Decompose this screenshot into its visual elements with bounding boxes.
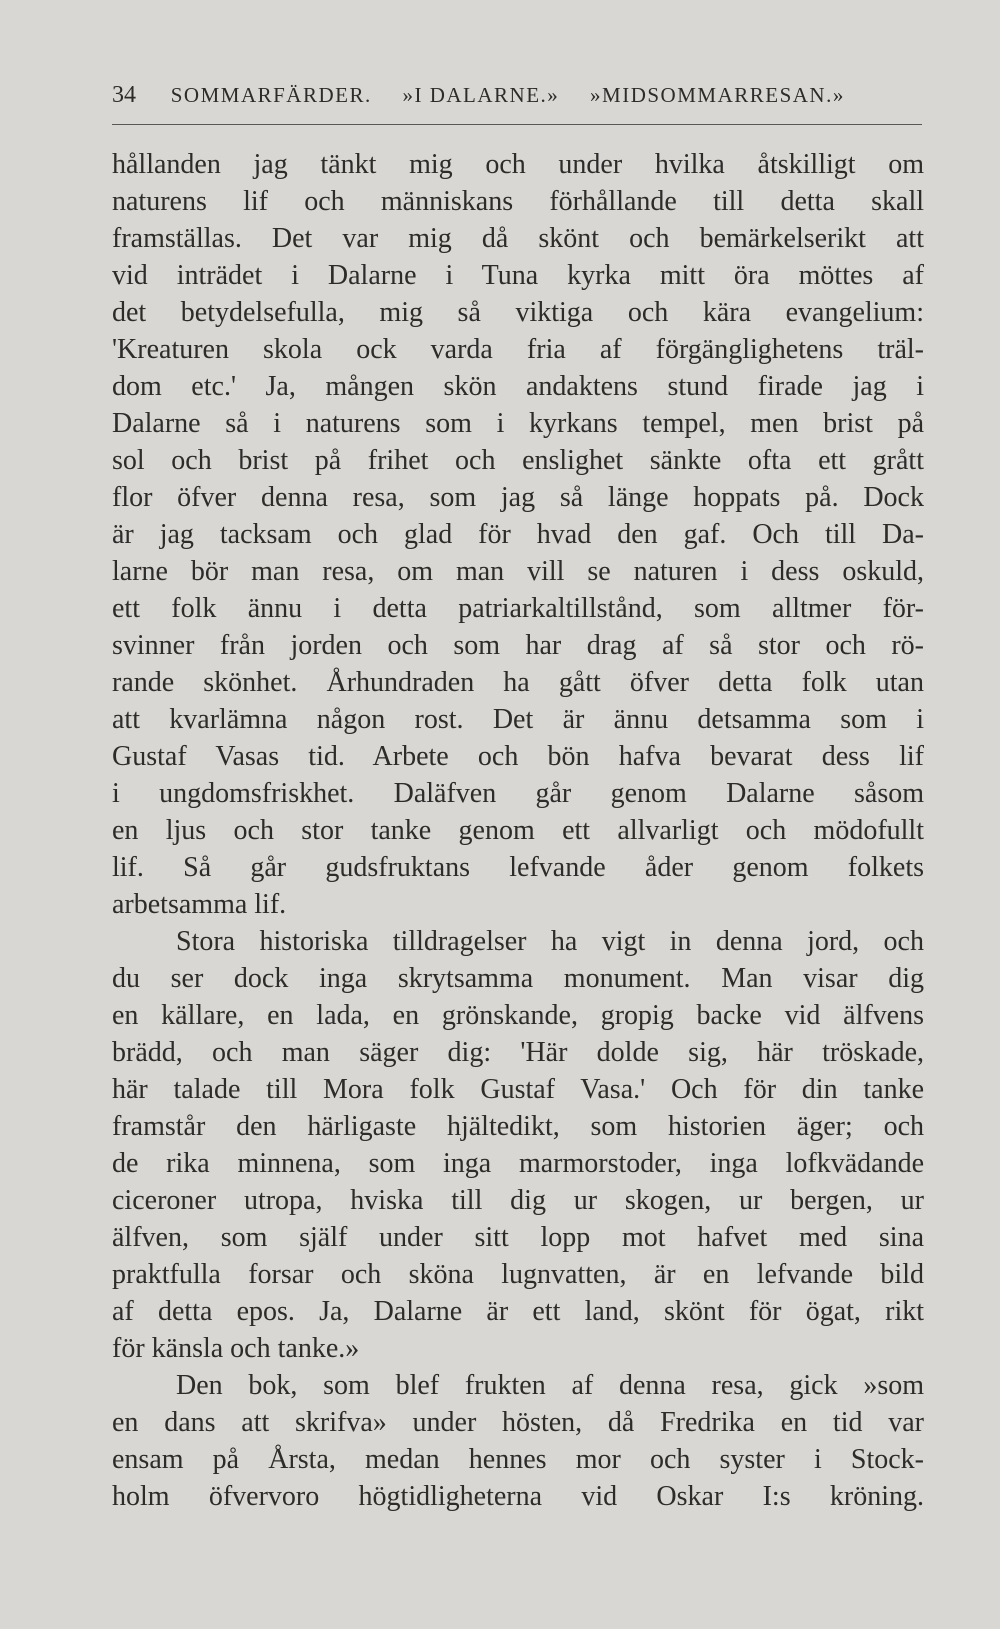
text-line: älfven, som själf under sitt lopp mot hafvet med sina xyxy=(112,1222,924,1253)
text-line: arbetsamma lif. xyxy=(112,889,287,920)
text-line: Den bok, som blef frukten af denna resa, gick »som xyxy=(176,1370,924,1401)
text-line: holm öfvervoro högtidligheterna vid Oskar I:s kröning. xyxy=(112,1481,924,1512)
running-head-section-1: SOMMARFÄRDER. xyxy=(170,83,372,107)
paragraph-1 xyxy=(112,146,924,923)
text-line: flor öfver denna resa, som jag så länge hoppats på. Dock xyxy=(112,482,924,513)
text-line: framställas. Det var mig då skönt och bemärkelserikt att xyxy=(112,223,924,254)
header-rule xyxy=(112,124,922,125)
text-line: praktfulla forsar och sköna lugnvatten, är en lefvande bild xyxy=(112,1259,924,1290)
text-line: en källare, en lada, en grönskande, gropig backe vid älfvens xyxy=(112,1000,924,1031)
text-line: Stora historiska tilldragelser ha vigt in denna jord, och xyxy=(176,926,924,957)
text-line: en dans att skrifva» under hösten, då Fredrika en tid var xyxy=(112,1407,924,1438)
text-line: ensam på Årsta, medan hennes mor och syster i Stock- xyxy=(112,1444,924,1475)
text-line: du ser dock inga skrytsamma monument. Man visar dig xyxy=(112,963,924,994)
text-line: af detta epos. Ja, Dalarne är ett land, skönt för ögat, rikt xyxy=(112,1296,924,1327)
text-line: vid inträdet i Dalarne i Tuna kyrka mitt öra möttes af xyxy=(112,260,924,291)
paragraph-2 xyxy=(112,923,924,1367)
text-line: dom etc.' Ja, mången skön andaktens stund firade jag i xyxy=(112,371,924,402)
text-line: sol och brist på frihet och enslighet sänkte ofta ett grått xyxy=(112,445,924,476)
text-line: de rika minnena, som inga marmorstoder, inga lofkvädande xyxy=(112,1148,924,1179)
text-line: det betydelsefulla, mig så viktiga och kära evangelium: xyxy=(112,297,924,328)
text-line: ciceroner utropa, hviska till dig ur skogen, ur bergen, ur xyxy=(112,1185,924,1216)
text-line: lif. Så går gudsfruktans lefvande åder genom folkets xyxy=(112,852,924,883)
text-line: Gustaf Vasas tid. Arbete och bön hafva bevarat dess lif xyxy=(112,741,924,772)
text-line: larne bör man resa, om man vill se naturen i dess oskuld, xyxy=(112,556,924,587)
text-line: en ljus och stor tanke genom ett allvarligt och mödofullt xyxy=(112,815,924,846)
running-head-section-3: »MIDSOMMARRESAN.» xyxy=(590,83,845,107)
text-line: naturens lif och människans förhållande till detta skall xyxy=(112,186,924,217)
text-line: hållanden jag tänkt mig och under hvilka åtskilligt om xyxy=(112,149,924,180)
text-line: i ungdomsfriskhet. Daläfven går genom Dalarne såsom xyxy=(112,778,924,809)
text-line: 'Kreaturen skola ock varda fria af förgänglighetens träl- xyxy=(112,334,924,365)
text-line: ett folk ännu i detta patriarkaltillstånd, som alltmer för- xyxy=(112,593,924,624)
text-line: svinner från jorden och som har drag af så stor och rö- xyxy=(112,630,924,661)
text-line: framstår den härligaste hjältedikt, som historien äger; och xyxy=(112,1111,924,1142)
text-line: Dalarne så i naturens som i kyrkans tempel, men brist på xyxy=(112,408,924,439)
text-line: är jag tacksam och glad för hvad den gaf. Och till Da- xyxy=(112,519,924,550)
text-line: att kvarlämna någon rost. Det är ännu detsamma som i xyxy=(112,704,924,735)
text-line: rande skönhet. Århundraden ha gått öfver detta folk utan xyxy=(112,667,924,698)
body-text xyxy=(112,146,924,1515)
page-number: 34 xyxy=(112,82,136,108)
running-head xyxy=(112,82,922,118)
running-head-section-2: »I DALARNE.» xyxy=(402,83,560,107)
text-line: brädd, och man säger dig: 'Här dolde sig, här tröskade, xyxy=(112,1037,924,1068)
text-line: för känsla och tanke.» xyxy=(112,1333,360,1364)
paragraph-3 xyxy=(112,1367,924,1515)
text-line: här talade till Mora folk Gustaf Vasa.' Och för din tanke xyxy=(112,1074,924,1105)
